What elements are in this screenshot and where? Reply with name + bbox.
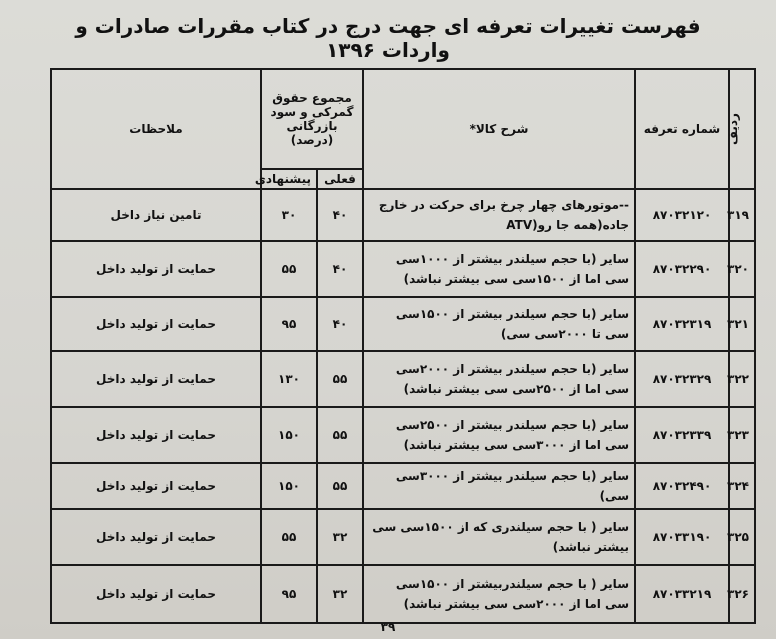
description: سایر ( با حجم سیلندری که از ۱۵۰۰سی سی بیشتر نباشد)	[363, 509, 635, 565]
note: تامین نیاز داخل	[51, 189, 261, 241]
table-row	[51, 351, 755, 407]
header-row-number: ردیف	[729, 69, 755, 189]
description: سایر (با حجم سیلندر بیشتر از ۱۵۰۰سی سی تا ۲۰۰۰سی سی)	[363, 297, 635, 351]
proposed-rate: ۵۵	[261, 241, 317, 297]
tariff-code: ۸۷۰۳۲۱۲۰	[635, 189, 729, 241]
current-rate: ۴۰	[317, 297, 363, 351]
note: حمایت از تولید داخل	[51, 241, 261, 297]
table-row	[51, 463, 755, 509]
description: سایر (با حجم سیلندر بیشتر از ۱۰۰۰سی سی اما از ۱۵۰۰سی سی بیشتر نباشد)	[363, 241, 635, 297]
proposed-rate: ۹۵	[261, 297, 317, 351]
note: حمایت از تولید داخل	[51, 407, 261, 463]
table-row	[51, 189, 755, 241]
table-row	[51, 297, 755, 351]
row-number: ۳۲۴	[729, 463, 755, 509]
table-row	[51, 241, 755, 297]
row-number: ۳۲۶	[729, 565, 755, 623]
proposed-rate: ۹۵	[261, 565, 317, 623]
description: سایر (با حجم سیلندر بیشتر از ۲۰۰۰سی سی اما از ۲۵۰۰سی سی بیشتر نباشد)	[363, 351, 635, 407]
current-rate: ۳۲	[317, 565, 363, 623]
current-rate: ۴۰	[317, 241, 363, 297]
header-tariff-code: شماره تعرفه	[635, 69, 729, 189]
header-duties: مجموع حقوق گمرکی و سود بازرگانی (درصد)	[261, 69, 363, 169]
row-number: ۳۲۱	[729, 297, 755, 351]
current-rate: ۵۵	[317, 351, 363, 407]
proposed-rate: ۳۰	[261, 189, 317, 241]
row-number: ۳۱۹	[729, 189, 755, 241]
header-notes: ملاحظات	[51, 69, 261, 189]
table-row	[51, 407, 755, 463]
note: حمایت از تولید داخل	[51, 351, 261, 407]
header-description: شرح کالا*	[363, 69, 635, 189]
current-rate: ۵۵	[317, 463, 363, 509]
note: حمایت از تولید داخل	[51, 565, 261, 623]
tariff-code: ۸۷۰۳۲۳۲۹	[635, 351, 729, 407]
current-rate: ۵۵	[317, 407, 363, 463]
note: حمایت از تولید داخل	[51, 297, 261, 351]
note: حمایت از تولید داخل	[51, 463, 261, 509]
description: سایر (با حجم سیلندر بیشتر از ۳۰۰۰سی سی)	[363, 463, 635, 509]
row-number: ۳۲۳	[729, 407, 755, 463]
page-title: فهرست تغییرات تعرفه ای جهت درج در کتاب مقررات صادرات و واردات ۱۳۹۶	[75, 14, 701, 62]
header-current: فعلی	[317, 169, 363, 189]
tariff-code: ۸۷۰۳۲۳۱۹	[635, 297, 729, 351]
proposed-rate: ۵۵	[261, 509, 317, 565]
tariff-code: ۸۷۰۳۳۲۱۹	[635, 565, 729, 623]
tariff-table	[50, 68, 756, 624]
current-rate: ۳۲	[317, 509, 363, 565]
row-number: ۳۲۰	[729, 241, 755, 297]
row-number: ۳۲۲	[729, 351, 755, 407]
proposed-rate: ۱۵۰	[261, 463, 317, 509]
current-rate: ۴۰	[317, 189, 363, 241]
table-row	[51, 565, 755, 623]
description: --موتورهای چهار چرخ برای حرکت در خارج جاده(همه جا رو(ATV	[363, 189, 635, 241]
proposed-rate: ۱۵۰	[261, 407, 317, 463]
tariff-code: ۸۷۰۳۳۱۹۰	[635, 509, 729, 565]
note: حمایت از تولید داخل	[51, 509, 261, 565]
tariff-code: ۸۷۰۳۲۲۹۰	[635, 241, 729, 297]
tariff-code: ۸۷۰۳۲۴۹۰	[635, 463, 729, 509]
tariff-code: ۸۷۰۳۲۳۳۹	[635, 407, 729, 463]
header-proposed: پیشنهادی	[261, 169, 317, 189]
table-row	[51, 509, 755, 565]
row-number: ۳۲۵	[729, 509, 755, 565]
page-number: ۳۹	[380, 620, 396, 634]
description: سایر (با حجم سیلندر بیشتر از ۲۵۰۰سی سی اما از ۳۰۰۰سی سی بیشتر نباشد)	[363, 407, 635, 463]
description: سایر ( با حجم سیلندربیشتر از ۱۵۰۰سی سی اما از ۲۰۰۰سی سی بیشتر نباشد)	[363, 565, 635, 623]
proposed-rate: ۱۳۰	[261, 351, 317, 407]
